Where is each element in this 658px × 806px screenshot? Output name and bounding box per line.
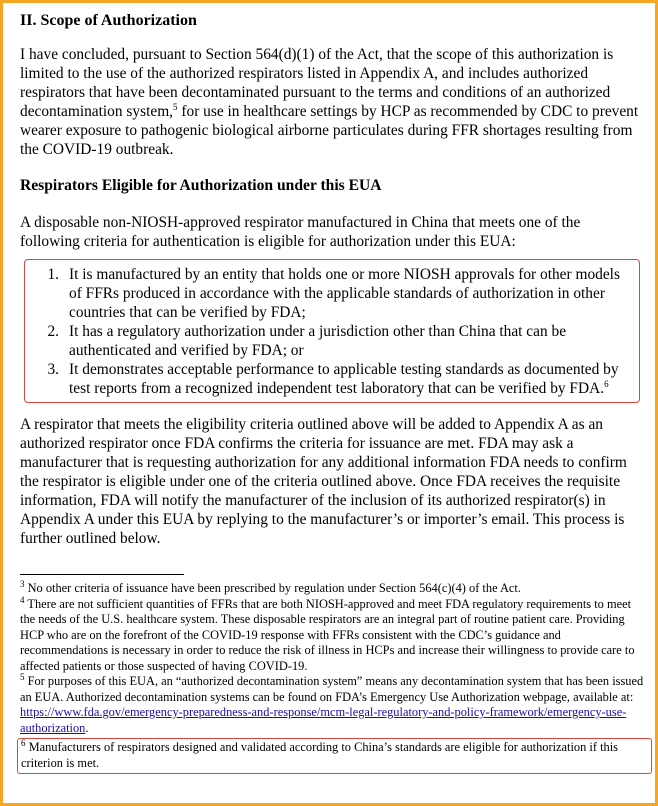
footnote-3 [20,578,644,597]
process-paragraph: A respirator that meets the eligibility criteria outlined above will be added to Appendix A as an authorized respirator once FDA confirms the criteria for issuance are met. FDA may ask a manufacturer that is requesting authorization for any additional information FDA needs to confirm the respirator is eligible under one of the criteria outlined above. Once FDA receives the requisite information, FDA will notify the manufacturer of the inclusion of its authorized respirator(s) in Appendix A under this EUA by replying to the manufacturer’s or importer’s email. This process is further outlined below. [20,416,627,547]
criteria-item-1 [29,265,631,322]
eua-webpage-link[interactable]: https://www.fda.gov/emergency-preparedness-and-response/mcm-legal-regulatory-and-policy-framework/emergency-use-authorization [20,705,627,735]
criteria-list [29,265,631,398]
footnote-4 [20,594,644,675]
footnote-ref-6[interactable]: 6 [604,378,609,389]
criteria-item-3 [29,360,631,398]
footnote-number: 5 [20,671,25,682]
criteria-text-wrap [69,360,631,398]
eligibility-subheading: Respirators Eligible for Authorization under this EUA [20,177,382,194]
scope-paragraph [20,45,644,159]
criteria-item-2 [29,322,631,360]
criteria-number: 3. [47,361,59,378]
criteria-number: 2. [47,323,59,340]
footnote-6-highlight-box [17,738,652,774]
footnote-ref-5[interactable]: 5 [173,101,178,112]
footnote-number: 6 [21,737,26,748]
section-heading: II. Scope of Authorization [20,12,197,29]
footnote-6 [21,737,648,771]
footnote-text: No other criteria of issuance have been prescribed by regulation under Section 564(c)(4) of the Act. [24,581,521,595]
footnote-divider [20,574,184,575]
footnote-number: 4 [20,594,25,605]
scope-text-before: I have concluded, pursuant to Section 564(d)(1) of the Act, that the scope of this authorization is limited to the use of the authorized respirators listed in Appendix A, and includes authorized respirators that have been decontaminated pursuant to the terms and conditions of an authorized decontamination system, [20,46,614,120]
footnote-5 [20,671,644,736]
footnote-text: Manufacturers of respirators designed and validated according to China’s standards are eligible for authorization if this criterion is met. [21,740,618,770]
document-body [20,11,644,774]
footnote-number: 3 [20,578,25,589]
footnote-text: For purposes of this EUA, an “authorized decontamination system” means any decontamination system that has been issued an EUA. Authorized decontamination systems can be found on FDA’s Emergency Use Authorization webpage, available at: [20,674,644,704]
criteria-highlight-box [24,259,640,403]
eligibility-intro: A disposable non-NIOSH-approved respirator manufactured in China that meets one of the following criteria for authentication is eligible for authorization under this EUA: [20,214,581,250]
scope-text-after: for use in healthcare settings by HCP as recommended by CDC to prevent wearer exposure to pathogenic biological airborne particulates during FFR shortages resulting from the COVID-19 outbreak. [20,103,639,158]
footnote-text: There are not sufficient quantities of FFRs that are both NIOSH-approved and meet FDA regulatory requirements to meet the needs of the U.S. healthcare system. These disposable respirators are an integral part of routine patient care. Providing HCP who are on the forefront of the COVID-19 response with FFRs consistent with the CDC’s guidance and recommendations is necessary in order to reduce the risk of illness in HCPs and increase their willingness to provide care to affected patients or those suspected of having COVID-19. [20,596,635,673]
footnote-text-end: . [85,720,89,735]
criteria-number: 1. [47,266,59,283]
criteria-text: It has a regulatory authorization under a jurisdiction other than China that can be authenticated and verified by FDA; or [69,323,567,359]
criteria-text: It is manufactured by an entity that holds one or more NIOSH approvals for other models of FFRs produced in accordance with the applicable standards of authorization in other countries that can be verified by FDA; [69,266,620,321]
criteria-text: It demonstrates acceptable performance to applicable testing standards as documented by test reports from a recognized independent test laboratory that can be verified by FDA. [69,361,619,397]
